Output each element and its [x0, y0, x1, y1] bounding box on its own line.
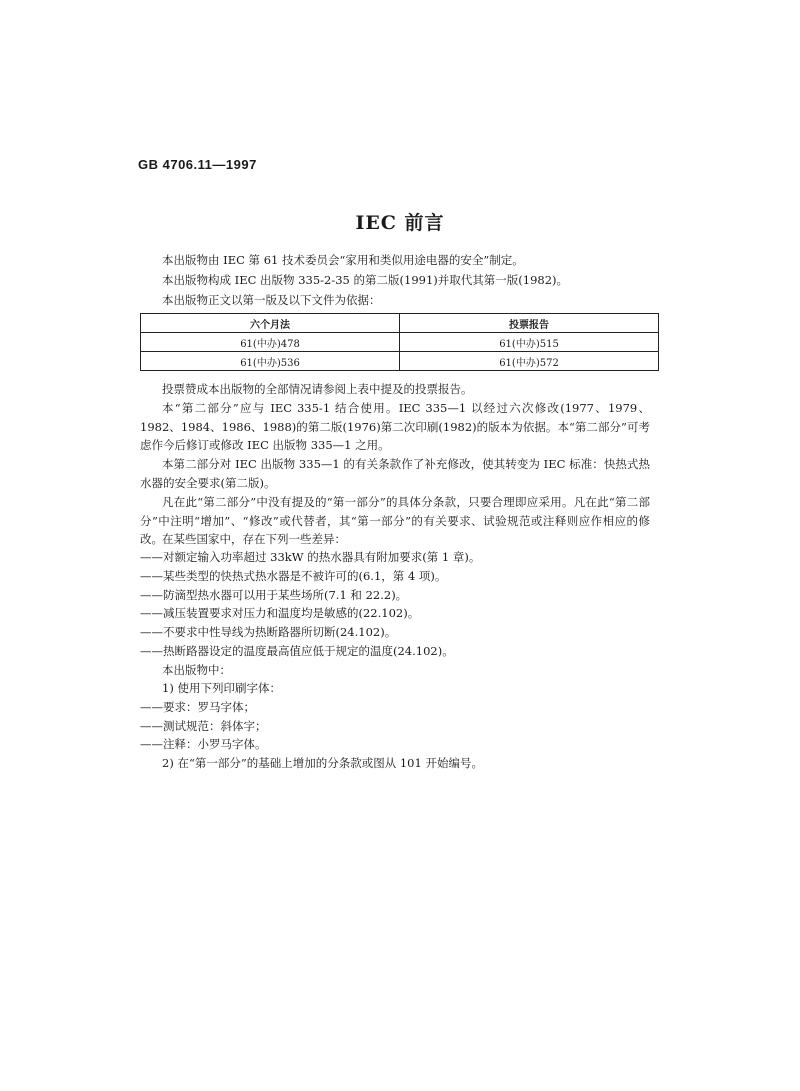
part-usage-paragraph: 本“第二部分”应与 IEC 335-1 结合使用。IEC 335—1 以经过六次修改(1977、1979、1982、1984、1986、1988)的第二版(1976)第二次印刷(1982)的版本为依据。本“第二部分”可考虑作今后修订或修改 IEC 出版物 335—1 之用。	[140, 401, 650, 452]
voting-table	[140, 313, 659, 371]
in-this-publication: 本出版物中：	[162, 663, 231, 677]
intro-line-3: 本出版物正文以第一版及以下文件为依据：	[162, 293, 381, 307]
intro-line-2: 本出版物构成 IEC 出版物 335-2-35 的第二版(1991)并取代其第一版(1982)。	[162, 273, 569, 287]
difference-item: ——不要求中性导线为热断路器所切断(24.102)。	[140, 625, 397, 639]
difference-item: ——某些类型的快热式热水器是不被许可的(6.1，第 4 项)。	[140, 569, 447, 583]
table-row	[141, 333, 659, 352]
list-item-1: 1) 使用下列印刷字体：	[162, 681, 281, 695]
font-rule-item: ——测试规范：斜体字；	[140, 719, 267, 733]
list-item-2: 2) 在“第一部分”的基础上增加的分条款或图从 101 开始编号。	[162, 756, 483, 770]
table-row	[141, 352, 659, 371]
column-header-six-months: 六个月法	[141, 314, 400, 333]
difference-item: ——防滴型热水器可以用于某些场所(7.1 和 22.2)。	[140, 588, 408, 602]
table-cell: 61(中办)478	[141, 333, 400, 352]
table-header-row	[141, 314, 659, 333]
application-paragraph: 凡在此“第二部分”中没有提及的“第一部分”的具体分条款，只要合理即应采用。凡在此“第二部分”中注明“增加”、“修改”或代替者，其“第一部分”的有关要求、试验规范或注释则应作相应的修改。	[140, 495, 650, 546]
column-header-voting-report: 投票报告	[400, 314, 659, 333]
differences-intro: 在某些国家中，存在下列一些差异：	[162, 532, 346, 546]
table-cell: 61(中办)572	[400, 352, 659, 371]
difference-item: ——热断路器设定的温度最高值应低于规定的温度(24.102)。	[140, 644, 454, 658]
vote-note: 投票赞成本出版物的全部情况请参阅上表中提及的投票报告。	[162, 382, 473, 396]
font-rule-item: ——要求：罗马字体；	[140, 700, 255, 714]
standard-code: GB 4706.11—1997	[138, 157, 257, 172]
page-title: IEC 前言	[355, 212, 445, 234]
table-cell: 61(中办)515	[400, 333, 659, 352]
table-cell: 61(中办)536	[141, 352, 400, 371]
font-rule-item: ——注释：小罗马字体。	[140, 737, 267, 751]
supplement-paragraph: 本第二部分对 IEC 出版物 335—1 的有关条款作了补充修改，使其转变为 IEC 标准：快热式热水器的安全要求(第二版)。	[140, 457, 650, 490]
difference-item: ——减压装置要求对压力和温度均是敏感的(22.102)。	[140, 606, 420, 620]
intro-line-1: 本出版物由 IEC 第 61 技术委员会“家用和类似用途电器的安全”制定。	[162, 253, 524, 267]
difference-item: ——对额定输入功率超过 33kW 的热水器具有附加要求(第 1 章)。	[140, 550, 481, 564]
